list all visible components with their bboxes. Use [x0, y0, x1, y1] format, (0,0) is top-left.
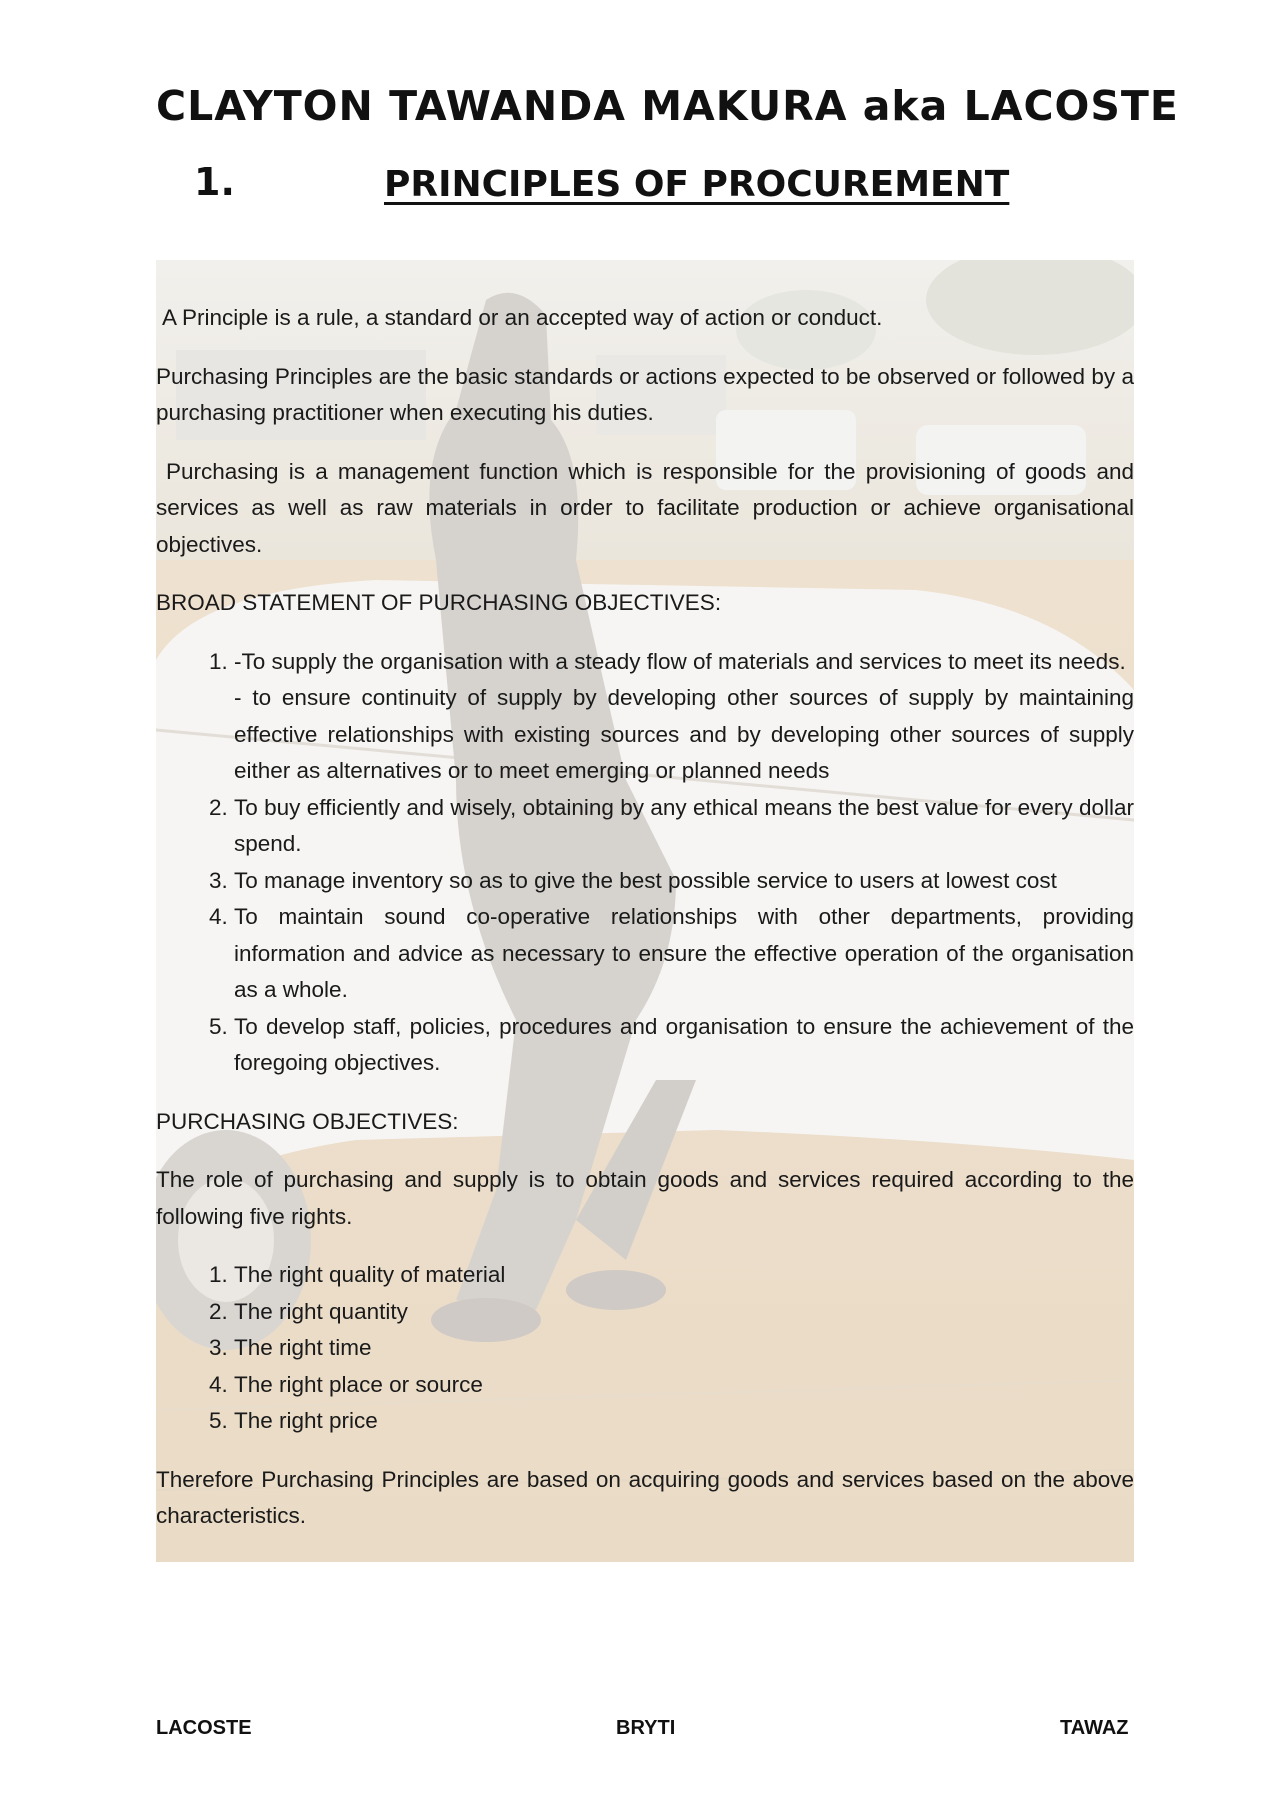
list-item: 4. The right place or source	[234, 1367, 1134, 1404]
paragraph-purchasing-function: Purchasing is a management function which is responsible for the provisioning of goods and services as well as raw materials in order to facilitate production or achieve organisational objectives.	[156, 458, 1134, 557]
section-title: PRINCIPLES OF PROCUREMENT	[384, 164, 1010, 205]
paragraph-five-rights-intro: The role of purchasing and supply is to obtain goods and services required according to the following five rights.	[156, 1167, 1134, 1229]
list-item-subtext: - to ensure continuity of supply by developing other sources of supply by maintaining effective relationships with existing sources and by developing other sources of supply either as alternatives or to meet emerging or planned needs	[234, 685, 1134, 783]
author-line: CLAYTON TAWANDA MAKURA aka LACOSTE	[156, 82, 1179, 130]
list-item: 3. To manage inventory so as to give the best possible service to users at lowest cost	[234, 863, 1134, 900]
purchasing-objectives-heading: PURCHASING OBJECTIVES:	[156, 1108, 459, 1134]
list-item: 1. The right quality of material	[234, 1257, 1134, 1294]
footer-left: LACOSTE	[156, 1717, 252, 1739]
list-item: 4. To maintain sound co-operative relationships with other departments, providing information and advice as necessary to ensure the effective operation of the organisation as a whole.	[234, 899, 1134, 1009]
list-item: 2. To buy efficiently and wisely, obtaining by any ethical means the best value for every dollar spend.	[234, 790, 1134, 863]
list-item: 2. The right quantity	[234, 1294, 1134, 1331]
list-item: 5. To develop staff, policies, procedures and organisation to ensure the achievement of the foregoing objectives.	[234, 1009, 1134, 1082]
list-item	[234, 644, 1134, 790]
paragraph-conclusion: Therefore Purchasing Principles are based on acquiring goods and services based on the above characteristics.	[156, 1466, 1134, 1528]
list-item: 5. The right price	[234, 1403, 1134, 1440]
paragraph-purchasing-principles: Purchasing Principles are the basic standards or actions expected to be observed or followed by a purchasing practitioner when executing his duties.	[156, 363, 1134, 425]
section-number: 1.	[194, 160, 235, 204]
document-body	[156, 300, 1134, 1557]
list-item: 3. The right time	[234, 1330, 1134, 1367]
broad-objectives-heading: BROAD STATEMENT OF PURCHASING OBJECTIVES:	[156, 590, 722, 615]
five-rights-list	[156, 1257, 1134, 1440]
list-item-text: -To supply the organisation with a steady flow of materials and services to meet its needs.	[234, 648, 1126, 674]
broad-objectives-list	[156, 644, 1134, 1082]
footer-center: BRYTI	[616, 1717, 676, 1739]
paragraph-principle-definition: A Principle is a rule, a standard or an accepted way of action or conduct.	[162, 305, 883, 330]
footer-right: TAWAZ	[1060, 1717, 1129, 1739]
